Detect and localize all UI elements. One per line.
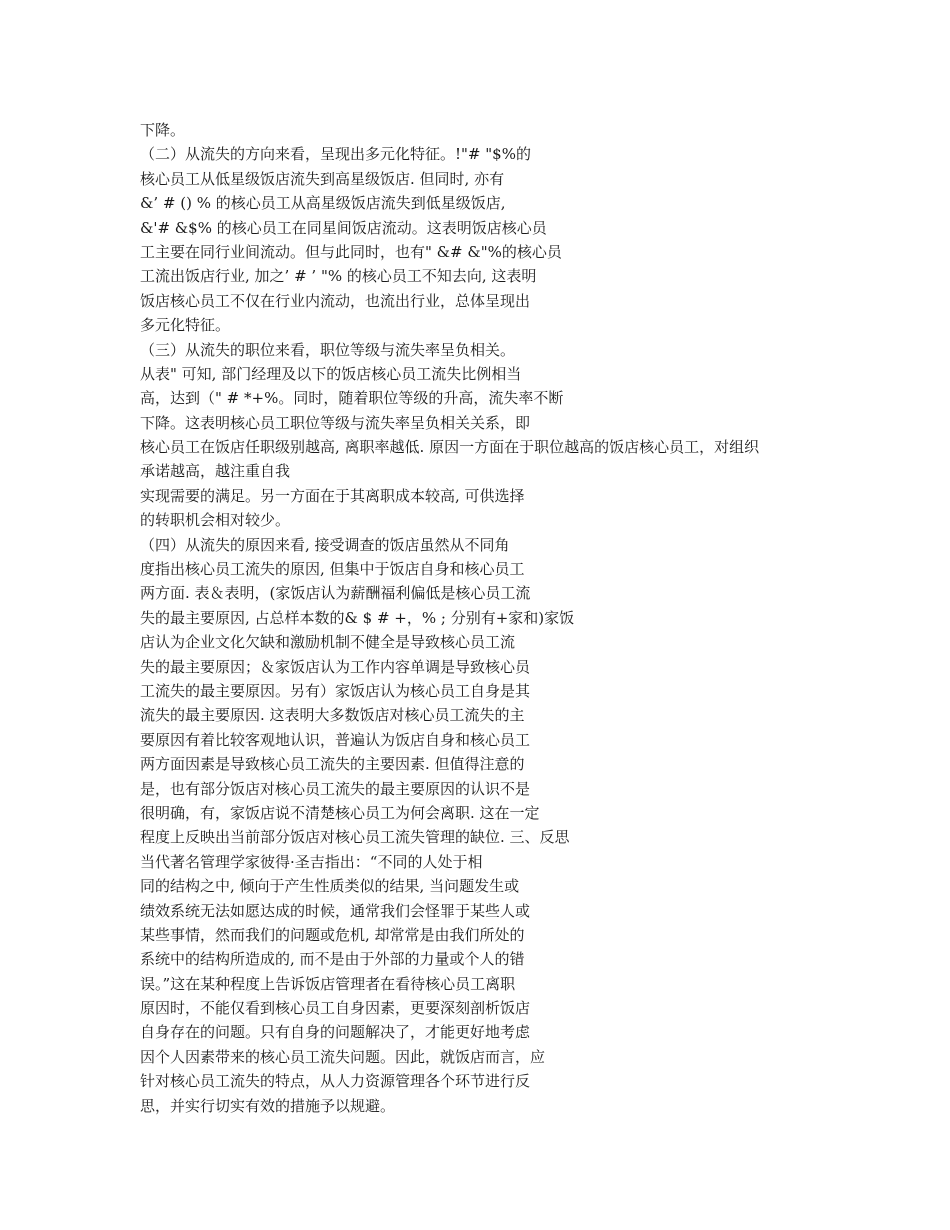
- text-line: 多元化特征。: [140, 316, 231, 335]
- text-line: 从表" 可知, 部门经理及以下的饭店核心员工流失比例相当: [140, 364, 522, 383]
- text-line: 下降。: [140, 121, 186, 139]
- text-line: 工主要在同行业间流动。但与此同时，也有" &# &"%的核心员: [140, 242, 562, 261]
- text-line: &’ # () % 的核心员工从高星级饭店流失到低星级饭店,: [140, 194, 506, 213]
- text-line: 绩效系统无法如愿达成的时候，通常我们会怪罪于某些人或: [140, 901, 531, 920]
- text-line: 工流失的最主要原因。另有）家饭店认为核心员工自身是其: [140, 681, 531, 700]
- text-line: 高，达到（" # *+%。同时，随着职位等级的升高，流失率不断: [140, 389, 564, 408]
- text-line: 失的最主要原因；＆家饭店认为工作内容单调是导致核心员: [140, 657, 531, 676]
- text-line: 工流出饭店行业, 加之’ # ’ "% 的核心员工不知去向, 这表明: [140, 267, 537, 286]
- body-text: [140, 118, 840, 1118]
- text-line: 因个人因素带来的核心员工流失问题。因此，就饭店而言，应: [140, 1047, 546, 1066]
- text-line: 核心员工从低星级饭店流失到高星级饭店. 但同时, 亦有: [140, 169, 505, 188]
- text-line: 两方面. 表＆表明，(家饭店认为薪酬福利偏低是核心员工流: [140, 584, 531, 603]
- text-line: 店认为企业文化欠缺和激励机制不健全是导致核心员工流: [140, 633, 516, 652]
- text-line: 饭店核心员工不仅在行业内流动，也流出行业，总体呈现出: [140, 291, 531, 310]
- text-line: （三）从流失的职位来看，职位等级与流失率呈负相关。: [140, 340, 516, 359]
- text-line: 针对核心员工流失的特点，从人力资源管理各个环节进行反: [140, 1072, 531, 1091]
- text-line: 同的结构之中, 倾向于产生性质类似的结果, 当问题发生或: [140, 877, 520, 896]
- text-line: &'# &$% 的核心员工在同星间饭店流动。这表明饭店核心员: [140, 218, 547, 237]
- text-line: （二）从流失的方向来看，呈现出多元化特征。!"# "$%的: [140, 145, 531, 164]
- text-line: 自身存在的问题。只有自身的问题解决了，才能更好地考虑: [140, 1023, 531, 1042]
- text-line: 核心员工在饭店任职级别越高, 离职率越低. 原因一方面在于职位越高的饭店核心员工，对组织: [140, 438, 760, 457]
- text-line: 原因时，不能仅看到核心员工自身因素，更要深刻剖析饭店: [140, 999, 531, 1018]
- text-line: 的转职机会相对较少。: [140, 511, 291, 530]
- text-line: 很明确，有，家饭店说不清楚核心员工为何会离职. 这在一定: [140, 803, 540, 822]
- text-line: 流失的最主要原因. 这表明大多数饭店对核心员工流失的主: [140, 706, 525, 725]
- text-line: 失的最主要原因, 占总样本数的& $ # +，% ; 分别有+家和)家饭: [140, 608, 575, 627]
- text-line: 思，并实行切实有效的措施予以规避。: [140, 1096, 396, 1115]
- text-line: 误。”这在某种程度上告诉饭店管理者在看待核心员工离职: [140, 974, 516, 993]
- text-line: 下降。这表明核心员工职位等级与流失率呈负相关关系，即: [140, 413, 531, 432]
- text-line: 某些事情，然而我们的问题或危机, 却常常是由我们所处的: [140, 925, 525, 944]
- text-line: 当代著名管理学家彼得·圣吉指出：“不同的人处于相: [140, 852, 483, 871]
- text-line: 承诺越高，越注重自我: [140, 462, 291, 481]
- text-line: 程度上反映出当前部分饭店对核心员工流失管理的缺位. 三、反思: [140, 828, 570, 847]
- text-line: 实现需要的满足。另一方面在于其离职成本较高, 可供选择: [140, 486, 525, 505]
- text-line: 度指出核心员工流失的原因, 但集中于饭店自身和核心员工: [140, 560, 525, 579]
- text-line: 是，也有部分饭店对核心员工流失的最主要原因的认识不是: [140, 779, 531, 798]
- text-line: （四）从流失的原因来看, 接受调查的饭店虽然从不同角: [140, 535, 510, 554]
- text-line: 要原因有着比较客观地认识，普遍认为饭店自身和核心员工: [140, 730, 531, 749]
- text-line: 两方面因素是导致核心员工流失的主要因素. 但值得注意的: [140, 755, 525, 774]
- text-line: 系统中的结构所造成的, 而不是由于外部的力量或个人的错: [140, 950, 525, 969]
